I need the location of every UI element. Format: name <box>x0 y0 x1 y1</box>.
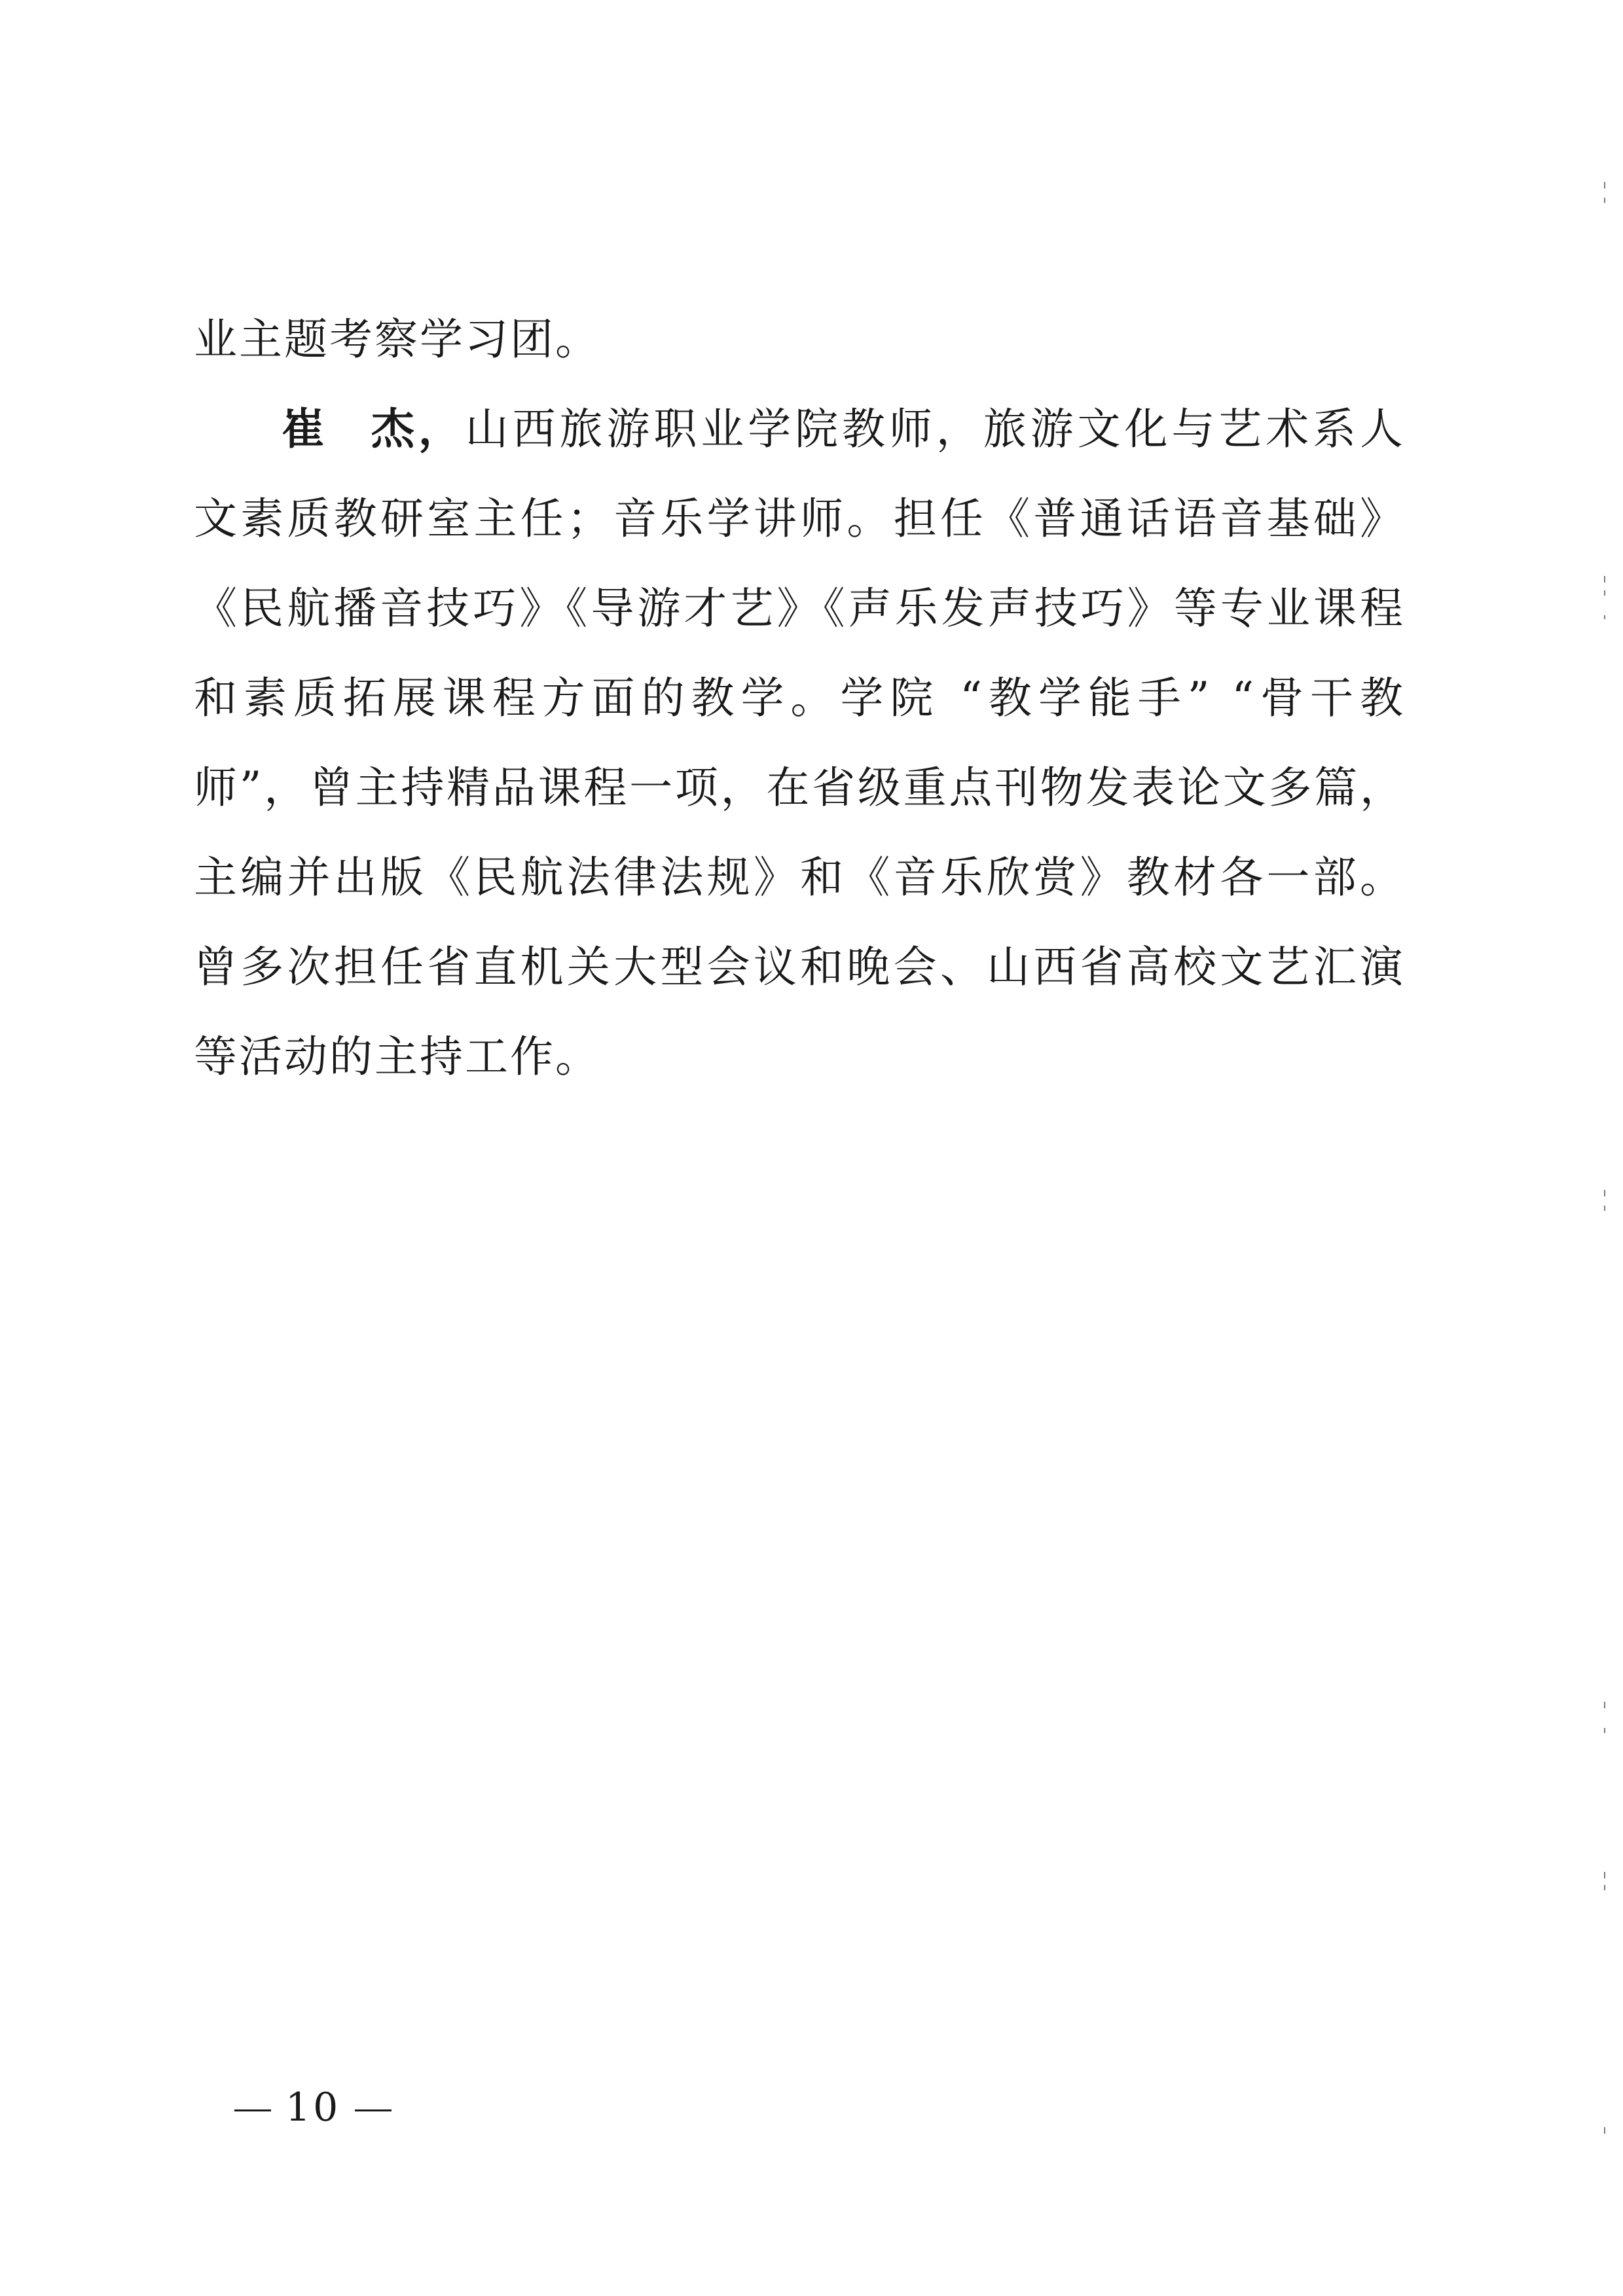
binding-mark <box>1604 615 1605 619</box>
binding-mark <box>1604 1885 1605 1890</box>
binding-edge-marks <box>1600 0 1613 2296</box>
binding-mark <box>1604 1728 1605 1733</box>
binding-mark <box>1604 198 1605 203</box>
page-number <box>220 2081 406 2134</box>
binding-mark <box>1604 1872 1605 1878</box>
binding-mark <box>1604 2127 1605 2134</box>
page-number-value: 10 <box>285 2085 341 2130</box>
person-name-given: 杰 <box>369 403 418 454</box>
binding-mark <box>1604 576 1605 583</box>
person-name-surname: 崔 <box>282 403 329 454</box>
person-name <box>282 403 465 454</box>
page-number-right-dash <box>355 2109 392 2111</box>
binding-mark <box>1604 182 1605 188</box>
binding-mark <box>1604 1206 1605 1211</box>
binding-mark <box>1604 1702 1605 1708</box>
paragraph-bio <box>194 384 1405 1102</box>
paragraph-continuation: 业主题考察学习团。 <box>194 314 600 365</box>
binding-mark <box>1604 1190 1605 1196</box>
page-number-left-dash <box>234 2109 271 2111</box>
binding-mark <box>1604 590 1605 596</box>
bio-text: 山西旅游职业学院教师，旅游文化与艺术系人文素质教研室主任；音乐学讲师。担任《普通话语音基础》《民航播音技巧》《导游才艺》《声乐发声技巧》等专业课程和素质拓展课程方面的教学。学院 “教学能手” “骨干教师”，曾主持精品课程一项，在省级重点刊物发表论文多篇，主编并出版《民航法律法规》和《音乐欣赏》教材各一部。曾多次担任省直机关大型会议和晚会、山西省高校文艺汇演等活动的主持工作。 <box>194 404 1406 1082</box>
body-text <box>194 295 1405 1102</box>
person-name-comma: ， <box>418 403 465 454</box>
